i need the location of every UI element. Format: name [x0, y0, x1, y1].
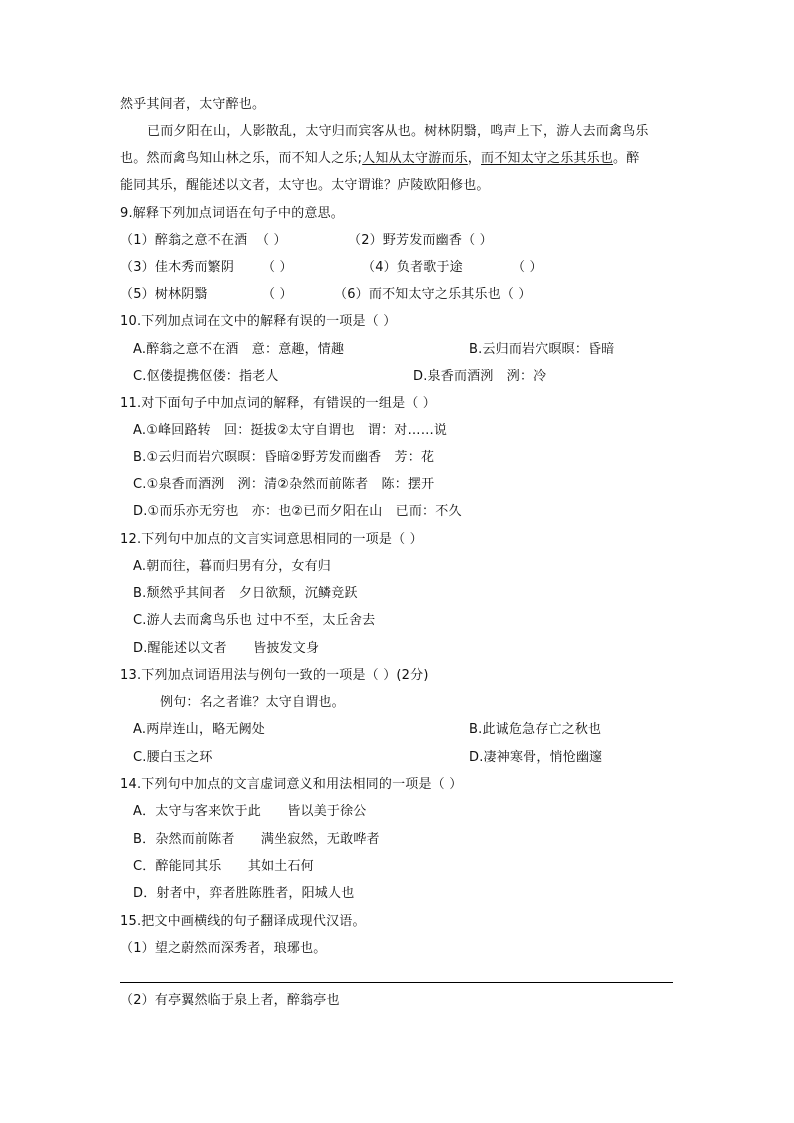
q10-option-b: B.云归而岩穴暝暝：昏暗	[469, 342, 615, 357]
q10-stem: 10.下列加点词在文中的解释有误的一项是（ ）	[120, 314, 397, 329]
q12-option-d: D.醒能述以文者 皆披发文身	[133, 641, 320, 656]
q12-option-b: B.颓然乎其间者 夕日欲颓，沉鳞竞跃	[133, 586, 358, 601]
q14-option-d: D．射者中，弈者胜陈胜者，阳城人也	[133, 886, 355, 901]
q11-option-d: D.①而乐亦无穷也 亦：也②已而夕阳在山 已而：不久	[133, 504, 462, 519]
q14-option-b: B．杂然而前陈者 满坐寂然，无敢哗者	[133, 832, 380, 847]
q9-item-1-blank: （ ）	[256, 233, 287, 248]
q15-stem: 15.把文中画横线的句子翻译成现代汉语。	[120, 914, 366, 929]
q9-item-3: （3）佳木秀而繁阴	[120, 260, 235, 275]
q9-item-4: （4）负者歌于途	[362, 260, 463, 275]
q10-option-a: A.醉翁之意不在酒 意：意趣，情趣	[133, 342, 345, 357]
q12-option-c: C.游人去而禽鸟乐也 过中不至，太丘舍去	[133, 613, 376, 628]
q9-item-2: （2）野芳发而幽香（ ）	[348, 233, 493, 248]
passage-line-4: 能同其乐，醒能述以文者，太守也。太守谓谁？庐陵欧阳修也。	[120, 178, 490, 193]
q13-option-c: C.腰白玉之环	[133, 750, 213, 765]
q14-stem: 14.下列句中加点的文言虚词意义和用法相同的一项是（ ）	[120, 777, 463, 792]
q14-option-c: C．醉能同其乐 其如土石何	[133, 859, 314, 874]
passage-line-3-text: 也。然而禽鸟知山林之乐，而不知人之乐;	[120, 151, 363, 166]
q9-item-5-blank: （ ）	[262, 287, 293, 302]
q13-stem: 13.下列加点词语用法与例句一致的一项是（ ）(2分)	[120, 668, 429, 683]
passage-line-1: 然乎其间者，太守醉也。	[120, 97, 266, 112]
underlined-sentence-1: 人知从太守游而乐	[362, 151, 468, 166]
q12-option-a: A.朝而往，暮而归男有分，女有归	[133, 559, 331, 574]
q11-option-c: C.①泉香而酒洌 洌：清②杂然而前陈者 陈：摆开	[133, 477, 435, 492]
q10-option-d: D.泉香而酒洌 洌：冷	[413, 369, 547, 384]
q15-sentence-1: （1）望之蔚然而深秀者，琅琊也。	[120, 941, 327, 956]
passage-line-3-tail: 。醉	[613, 151, 640, 166]
q11-option-a: A.①峰回路转 回：挺拔②太守自谓也 谓：对……说	[133, 423, 448, 438]
q13-option-a: A.两岸连山，略无阙处	[133, 722, 265, 737]
passage-line-2: 已而夕阳在山，人影散乱，太守归而宾客从也。树林阴翳，鸣声上下，游人去而禽鸟乐	[147, 124, 649, 139]
q15-sentence-2: （2）有亭翼然临于泉上者，醉翁亭也	[120, 993, 340, 1008]
q11-option-b: B.①云归而岩穴暝暝：昏暗②野芳发而幽香 芳：花	[133, 450, 435, 465]
q9-item-5: （5）树林阴翳	[120, 287, 208, 302]
q9-item-4-blank: （ ）	[512, 260, 543, 275]
q13-option-d: D.凄神寒骨，悄怆幽邃	[469, 750, 603, 765]
q13-option-b: B.此诚危急存亡之秋也	[469, 722, 602, 737]
q9-item-3-blank: （ ）	[262, 260, 293, 275]
q13-example: 例句：名之者谁？太守自谓也。	[160, 695, 345, 710]
q14-option-a: A．太守与客来饮于此 皆以美于徐公	[133, 804, 367, 819]
passage-line-3-comma: ，	[467, 151, 481, 166]
q12-stem: 12.下列句中加点的文言实词意思相同的一项是（ ）	[120, 532, 423, 547]
q11-stem: 11.对下面句子中加点词的解释，有错误的一组是（ ）	[120, 396, 437, 411]
q9-stem: 9.解释下列加点词语在句子中的意思。	[120, 206, 345, 221]
q9-item-6: （6）而不知太守之乐其乐也（ ）	[334, 287, 532, 302]
underlined-sentence-2: 而不知太守之乐其乐也	[481, 151, 614, 166]
passage-line-3	[120, 150, 639, 168]
answer-line	[120, 982, 673, 983]
q10-option-c: C.伛偻提携伛偻：指老人	[133, 369, 279, 384]
q9-item-1: （1）醉翁之意不在酒	[120, 233, 248, 248]
